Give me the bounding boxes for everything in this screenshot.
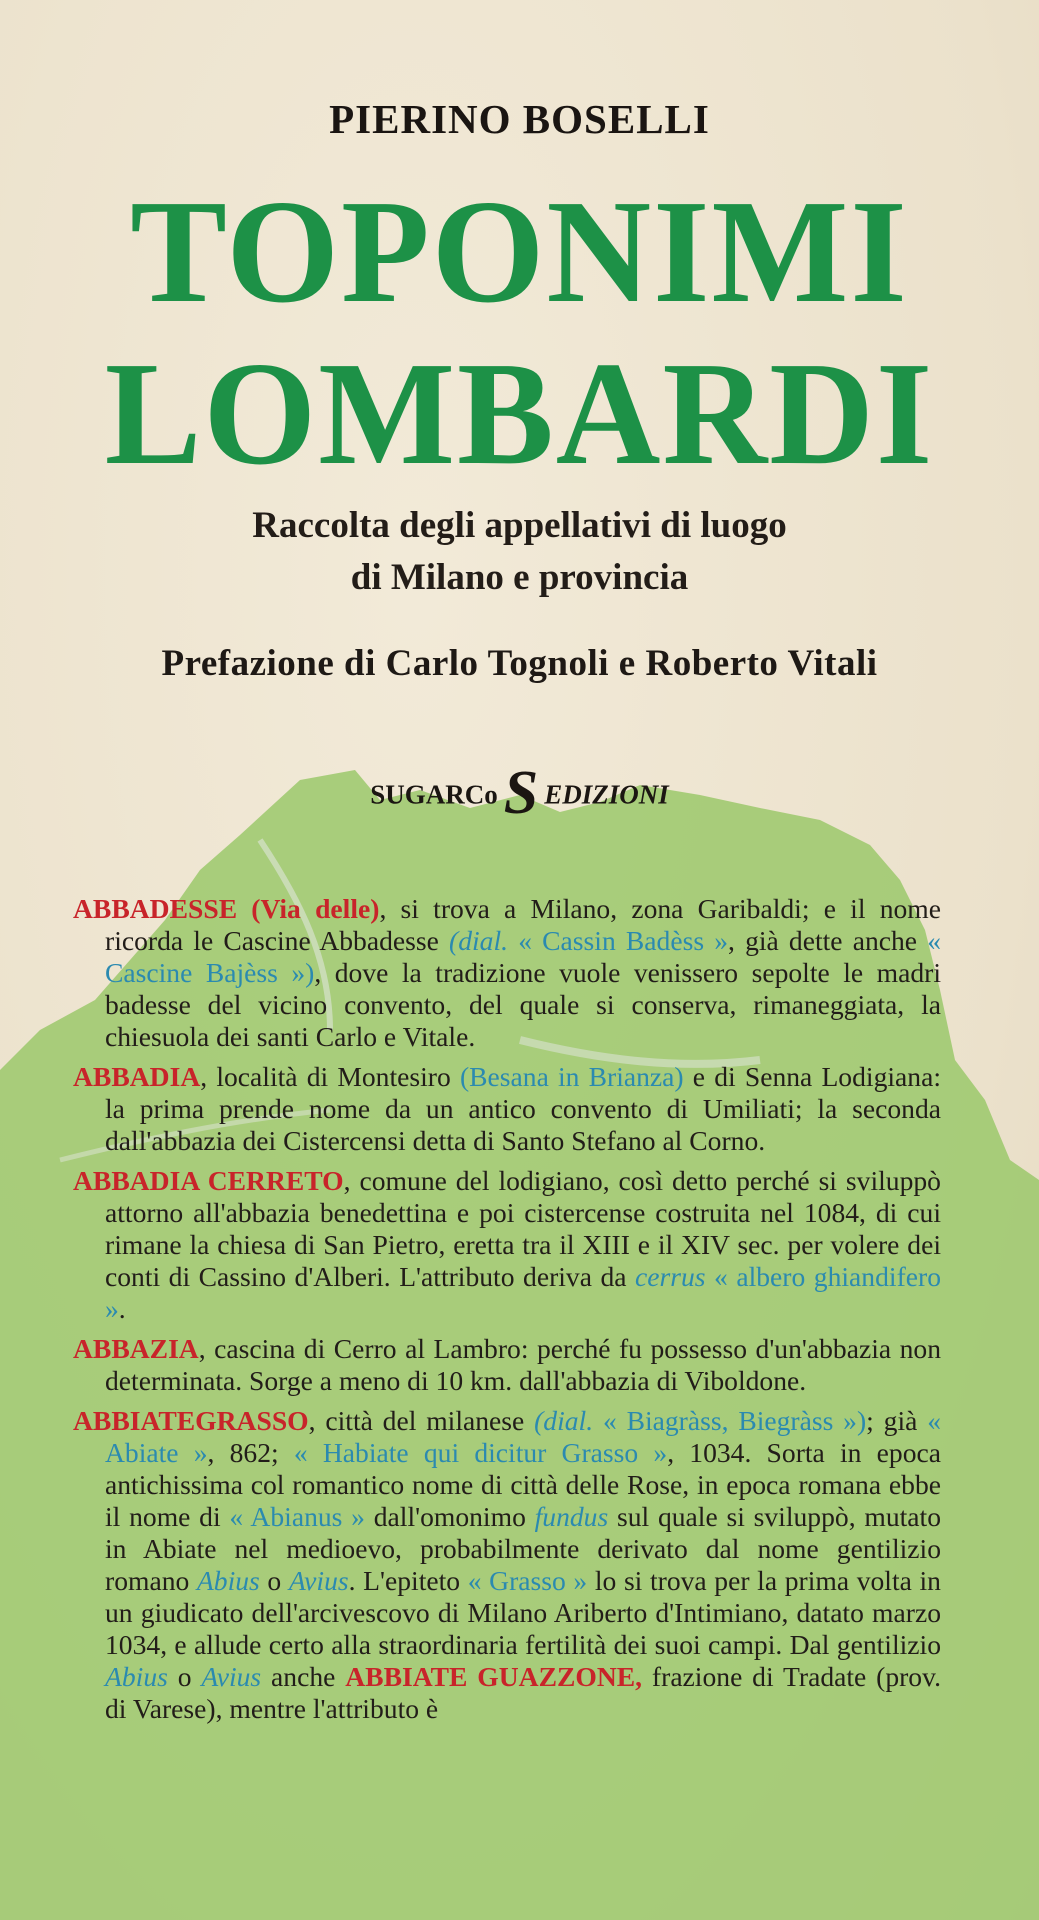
gloss: « Biagràss, Biegràss ») xyxy=(593,1405,867,1436)
entry-text: . L'epiteto xyxy=(348,1565,468,1596)
publisher-logo-icon: S xyxy=(503,759,539,827)
gloss: Abius xyxy=(105,1661,168,1692)
entry-text: , località di Montesiro xyxy=(200,1061,460,1092)
entry-text: , già dette anche xyxy=(728,925,928,956)
gloss: cerrus xyxy=(635,1261,706,1292)
entry-text: o xyxy=(167,1661,202,1692)
headword: ABBIATE GUAZZONE, xyxy=(345,1661,643,1692)
gloss: (Besana in Brianza) xyxy=(459,1061,684,1092)
gloss: (dial. xyxy=(534,1405,594,1436)
entry-text: , si trova a Milano, zona Garibaldi; e il nome ricorda le Cascine Abbadesse xyxy=(105,893,941,956)
gloss: « Habiate qui dicitur Grasso » xyxy=(293,1437,668,1468)
gloss: (dial. xyxy=(449,925,509,956)
entry-abbadesse xyxy=(73,893,941,1053)
headword: ABBAZIA xyxy=(73,1333,199,1364)
gloss: « Abiate » xyxy=(105,1405,941,1468)
entry-text: ; già xyxy=(866,1405,928,1436)
entry-text: dall'omonimo xyxy=(364,1501,535,1532)
subtitle-line-2: di Milano e provincia xyxy=(350,557,689,598)
gloss: Avius xyxy=(201,1661,262,1692)
gloss: « Abianus » xyxy=(229,1501,365,1532)
publisher-edizioni: EDIZIONI xyxy=(544,779,669,810)
gloss: « Grasso » xyxy=(467,1565,588,1596)
entry-text: , comune del lodigiano, così detto perché si sviluppò attorno all'abbazia benedettina e poi cistercense costruita nel 1084, di cui rimane la chiesa di San Pietro, eretta tra il XIII e il XIV sec. per volere dei conti di Cassino d'Alberi. L'attributo deriva da xyxy=(105,1165,941,1292)
title-line-2: LOMBARDI xyxy=(104,332,935,496)
dictionary-entries xyxy=(73,893,941,1733)
entry-abbadia-cerreto xyxy=(73,1165,941,1325)
entry-abbadia xyxy=(73,1061,941,1157)
title-line-1: TOPONIMI xyxy=(130,170,909,334)
entry-text: lo si trova per la prima volta in un giudicato dell'arcivescovo di Milano Ariberto d'Intimiano, datato marzo 1034, e allude certo alla straordinaria fertilità dei suoi campi. Dal gentilizio xyxy=(105,1565,941,1660)
headword: ABBADIA xyxy=(73,1061,201,1092)
entry-text: , dove la tradizione vuole venissero sepolte le madri badesse del vicino convento, del quale si conserva, rimaneggiata, la chiesuola dei santi Carlo e Vitale. xyxy=(105,957,941,1052)
preface-credit: Prefazione di Carlo Tognoli e Roberto Vitali xyxy=(161,643,878,684)
gloss: « Cascine Bajèss ») xyxy=(105,925,941,988)
entry-text: , 1034. Sorta in epoca antichissima col romantico nome di città delle Rose, in epoca romana ebbe il nome di xyxy=(105,1437,941,1532)
entry-abbiategrasso xyxy=(73,1405,941,1725)
gloss: « Cassin Badèss » xyxy=(508,925,729,956)
gloss: fundus xyxy=(534,1501,609,1532)
headword: ABBADESSE (Via delle) xyxy=(73,893,380,924)
headword: ABBIATEGRASSO xyxy=(73,1405,309,1436)
entry-text: e di Senna Lodigiana: la prima prende nome da un antico convento di Umiliati; la seconda dall'abbazia dei Cistercensi detta di Santo Stefano al Corno. xyxy=(105,1061,941,1156)
entry-text: sul quale si sviluppò, mutato in Abiate nel medioevo, probabilmente derivato dal nome gentilizio romano xyxy=(105,1501,941,1596)
entry-text: , città del milanese xyxy=(308,1405,535,1436)
author-name: PIERINO BOSELLI xyxy=(329,96,710,142)
gloss: Abius xyxy=(196,1565,260,1596)
entry-text: . xyxy=(118,1293,126,1324)
gloss: « albero ghiandifero » xyxy=(105,1261,941,1324)
gloss: Avius xyxy=(288,1565,349,1596)
entry-text: anche xyxy=(261,1661,346,1692)
subtitle-line-1: Raccolta degli appellativi di luogo xyxy=(252,505,787,546)
publisher-name: SUGARCo xyxy=(370,779,498,810)
entry-text: frazione di Tradate (prov. di Varese), mentre l'attributo è xyxy=(105,1661,942,1724)
entry-text: , 862; xyxy=(207,1437,294,1468)
publisher-imprint xyxy=(0,759,1039,833)
entry-abbazia xyxy=(73,1333,941,1397)
entry-text: o xyxy=(259,1565,289,1596)
entry-text: , cascina di Cerro al Lambro: perché fu possesso d'un'abbazia non determinata. Sorge a meno di 10 km. dall'abbazia di Viboldone. xyxy=(105,1333,941,1396)
headword: ABBADIA CERRETO xyxy=(73,1165,344,1196)
